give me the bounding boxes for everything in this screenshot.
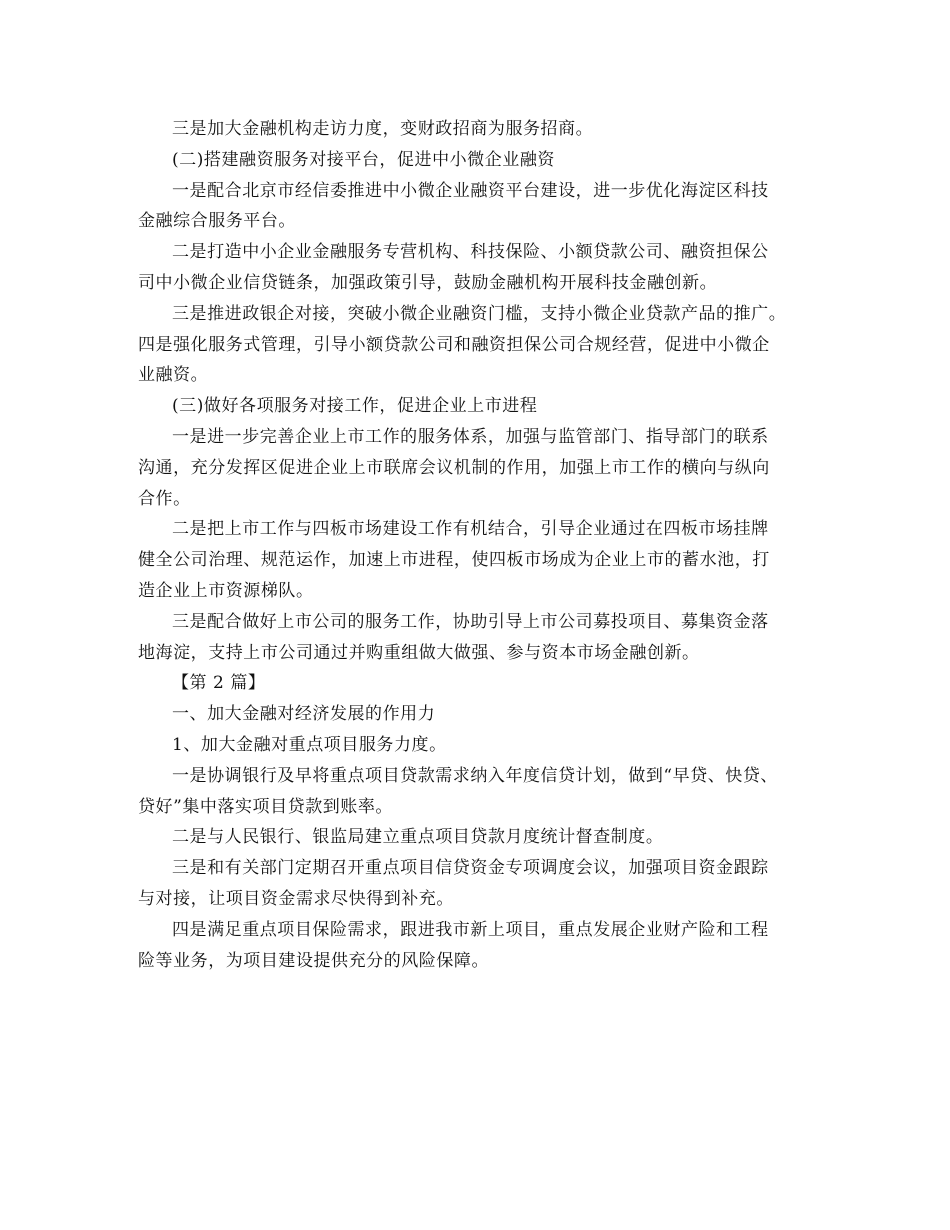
text-line: 金融综合服务平台。 bbox=[138, 211, 296, 232]
text-line: 三是加大金融机构走访力度，变财政招商为服务招商。 bbox=[172, 119, 594, 139]
text-line: 与对接，让项目资金需求尽快得到补充。 bbox=[138, 888, 454, 909]
text-line: 险等业务，为项目建设提供充分的风险保障。 bbox=[138, 950, 489, 971]
text-line: 沟通，充分发挥区促进企业上市联席会议机制的作用，加强上市工作的横向与纵向 bbox=[138, 457, 770, 478]
text-line: 二是把上市工作与四板市场建设工作有机结合，引导企业通过在四板市场挂牌 bbox=[172, 519, 769, 540]
text-line: 二是与人民银行、银监局建立重点项目贷款月度统计督查制度。 bbox=[172, 827, 664, 848]
text-line: (三)做好各项服务对接工作，促进企业上市进程 bbox=[172, 396, 538, 417]
text-line: 造企业上市资源梯队。 bbox=[138, 580, 314, 601]
text-line: 一是配合北京市经信委推进中小微企业融资平台建设，进一步优化海淀区科技 bbox=[172, 180, 769, 201]
text-line: 一是进一步完善企业上市工作的服务体系，加强与监管部门、指导部门的联系 bbox=[172, 426, 769, 447]
text-line: 四是满足重点项目保险需求，跟进我市新上项目，重点发展企业财产险和工程 bbox=[172, 919, 769, 940]
text-line: 业融资。 bbox=[138, 365, 209, 386]
text-line: 1、加大金融对重点项目服务力度。 bbox=[172, 734, 447, 755]
text-line: 一、加大金融对经济发展的作用力 bbox=[172, 704, 436, 725]
text-line: 地海淀，支持上市公司通过并购重组做大做强、参与资本市场金融创新。 bbox=[138, 642, 700, 663]
text-line: 四是强化服务式管理，引导小额贷款公司和融资担保公司合规经营，促进中小微企 bbox=[138, 334, 770, 355]
text-line: 合作。 bbox=[138, 488, 191, 509]
document-body bbox=[138, 114, 818, 976]
text-line: (二)搭建融资服务对接平台，促进中小微企业融资 bbox=[172, 149, 555, 170]
text-line: 三是推进政银企对接，突破小微企业融资门槛，支持小微企业贷款产品的推广。 bbox=[172, 303, 787, 324]
text-line: 一是协调银行及早将重点项目贷款需求纳入年度信贷计划，做到“早贷、快贷、 bbox=[172, 765, 778, 786]
text-line: 贷好”集中落实项目贷款到账率。 bbox=[138, 796, 393, 817]
text-line: 【第 2 篇】 bbox=[172, 673, 266, 694]
text-line: 三是配合做好上市公司的服务工作，协助引导上市公司募投项目、募集资金落 bbox=[172, 611, 769, 632]
text-line: 二是打造中小企业金融服务专营机构、科技保险、小额贷款公司、融资担保公 bbox=[172, 242, 769, 263]
text-line: 三是和有关部门定期召开重点项目信贷资金专项调度会议，加强项目资金跟踪 bbox=[172, 858, 769, 879]
text-line: 司中小微企业信贷链条，加强政策引导，鼓励金融机构开展科技金融创新。 bbox=[138, 272, 718, 293]
text-line: 健全公司治理、规范运作，加速上市进程，使四板市场成为企业上市的蓄水池，打 bbox=[138, 550, 770, 571]
